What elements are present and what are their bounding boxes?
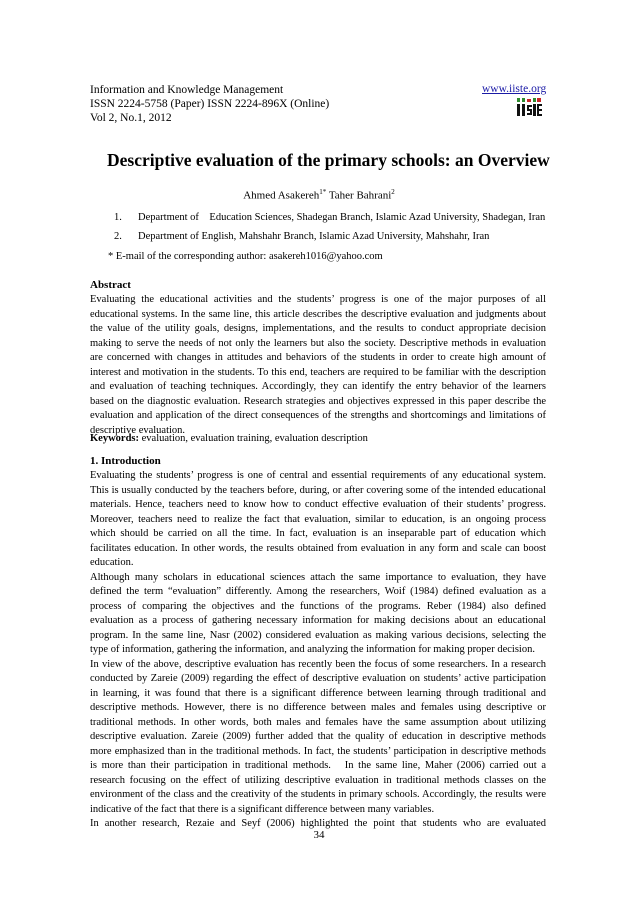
abstract-body (90, 293, 546, 438)
intro-line: is more than their participation in traditional methods. In the same line, Maher (2006) carried out a (90, 760, 546, 771)
abstract-line: making to serve the needs of not only the learners but also the society. Descriptive methods in evaluation (90, 337, 546, 349)
intro-line: type of information, gathering the information, and analyzing the information for making proper decision. (90, 644, 535, 655)
intro-line: conducted by Zareie (2009) regarding the effect of descriptive evaluation on students’ active participation (90, 673, 546, 684)
affiliation-2-text: Department of English, Mahshahr Branch, Islamic Azad University, Mahshahr, Iran (138, 231, 490, 242)
abstract-line: Evaluating the educational activities and the students’ progress is one of the major purposes of all (90, 294, 546, 305)
author-2-mark: 2 (391, 188, 395, 196)
intro-line: facilitates education. In other words, the results obtained from evaluation in any form and scale can boost (90, 542, 546, 554)
intro-line: descriptive evaluation. Zareie (2009) further added that the quality of education in descriptive methods (90, 731, 546, 742)
journal-name: Information and Knowledge Management (90, 84, 284, 96)
journal-volume: Vol 2, No.1, 2012 (90, 112, 172, 124)
intro-line: In another research, Rezaie and Seyf (2006) highlighted the point that students who are evaluated (90, 818, 546, 829)
iiste-logo (516, 97, 542, 117)
affiliation-1-number: 1. (114, 212, 122, 223)
intro-line: program. In the same line, Nasr (2002) considered evaluation as making various decisions, selecting the (90, 629, 546, 641)
abstract-line: are concerned with changes in attitudes and behaviors of the students in order to create high amount of (90, 352, 546, 363)
affiliation-2-number: 2. (114, 231, 122, 242)
affiliation-1-text: Department of Education Sciences, Shadegan Branch, Islamic Azad University, Shadegan, Iran (138, 212, 546, 223)
intro-line: which should be carried on all the time. In fact, evaluation is an inseparable part of education which (90, 528, 546, 539)
intro-line: education. (90, 557, 134, 568)
intro-line: This is usually conducted by the teachers before, during, or after covering some of the intended educational (90, 484, 546, 496)
abstract-line: and evaluation of teaching techniques. Accordingly, they can identify the entry behavior of the learners (90, 381, 546, 392)
page-number: 34 (313, 829, 325, 841)
affiliation-1 (114, 212, 545, 223)
keywords (90, 433, 368, 444)
author-1-mark: 1* (319, 188, 327, 196)
intro-line: evaluation as a process of gathering necessary information for making decisions about an educational (90, 615, 546, 626)
intro-line: In view of the above, descriptive evaluation has recently been the focus of some researchers. In a research (90, 658, 546, 670)
intro-line: process of comparing the objectives and the functions of the programs. Reber (1984) also defined (90, 600, 546, 612)
paper-title: Descriptive evaluation of the primary schools: an Overview (107, 150, 550, 170)
abstract-heading: Abstract (90, 279, 131, 291)
introduction-heading: 1. Introduction (90, 455, 161, 467)
author-1: Ahmed Asakereh (243, 189, 320, 202)
intro-line: descriptive methods. However, there is no difference between males and females using descriptive or (90, 702, 546, 713)
intro-line: Although many scholars in educational sciences attach the same importance to evaluation, they have (90, 571, 546, 583)
intro-line: traditional methods. In other words, both males and females have the same assumption about utilizing (90, 716, 546, 728)
intro-line: defined the term “evaluation” differently. Among the researchers, Woif (1984) defined evaluation as a (90, 586, 546, 597)
abstract-line: descriptive evaluation. (90, 424, 186, 436)
journal-issn: ISSN 2224-5758 (Paper) ISSN 2224-896X (Online) (90, 98, 330, 110)
abstract-line: evaluation and application of the direct consequences of the strengths and shortcomings and limitations of (90, 410, 546, 421)
intro-line: Evaluating the students’ progress is one of central and essential requirements of any educational system. (90, 470, 546, 481)
author-2: Taher Bahrani (328, 189, 392, 202)
affiliation-2 (114, 231, 489, 242)
abstract-line: educational systems. In the same line, this article describes the descriptive evaluation and judgments about (90, 308, 546, 320)
intro-line: in learning, it was found that there is a significant difference between learning through traditional and (90, 687, 546, 699)
intro-line: more emphasized than in the traditional methods. In fact, the students’ participation in descriptive methods (90, 745, 546, 757)
abstract-line: based on the diagnostic evaluation. Research strategies and objectives expressed in this paper describe the (90, 395, 546, 407)
intro-line: Moreover, teachers need to realize the fact that evaluation, similar to education, is an ongoing process (90, 513, 546, 525)
intro-line: indicative of the fact that there is a significant difference between many variables. (90, 803, 435, 815)
author-line (0, 188, 638, 202)
intro-line: materials. Hence, teachers need to know how to conduct effective evaluation of their students’ progress. (90, 499, 546, 510)
keywords-text: evaluation, evaluation training, evaluation description (139, 433, 368, 444)
intro-line: research focusing on the effect of utilizing descriptive evaluation in traditional methods classes on the (90, 774, 546, 786)
corresponding-email: * E-mail of the corresponding author: asakereh1016@yahoo.com (108, 251, 383, 262)
introduction-body (90, 469, 546, 832)
keywords-label: Keywords: (90, 433, 139, 444)
abstract-line: the value of the utility goals, designs, implementations, and the results to conduct appropriate decision (90, 323, 546, 334)
intro-line: environment of the class and the creativity of the students in primary schools. Accordingly, the results were (90, 789, 546, 800)
abstract-line: interest and motivation in the students. To this end, teachers are required to be familiar with the description (90, 366, 546, 378)
journal-url-link[interactable]: www.iiste.org (482, 83, 547, 95)
journal-header (90, 83, 329, 125)
